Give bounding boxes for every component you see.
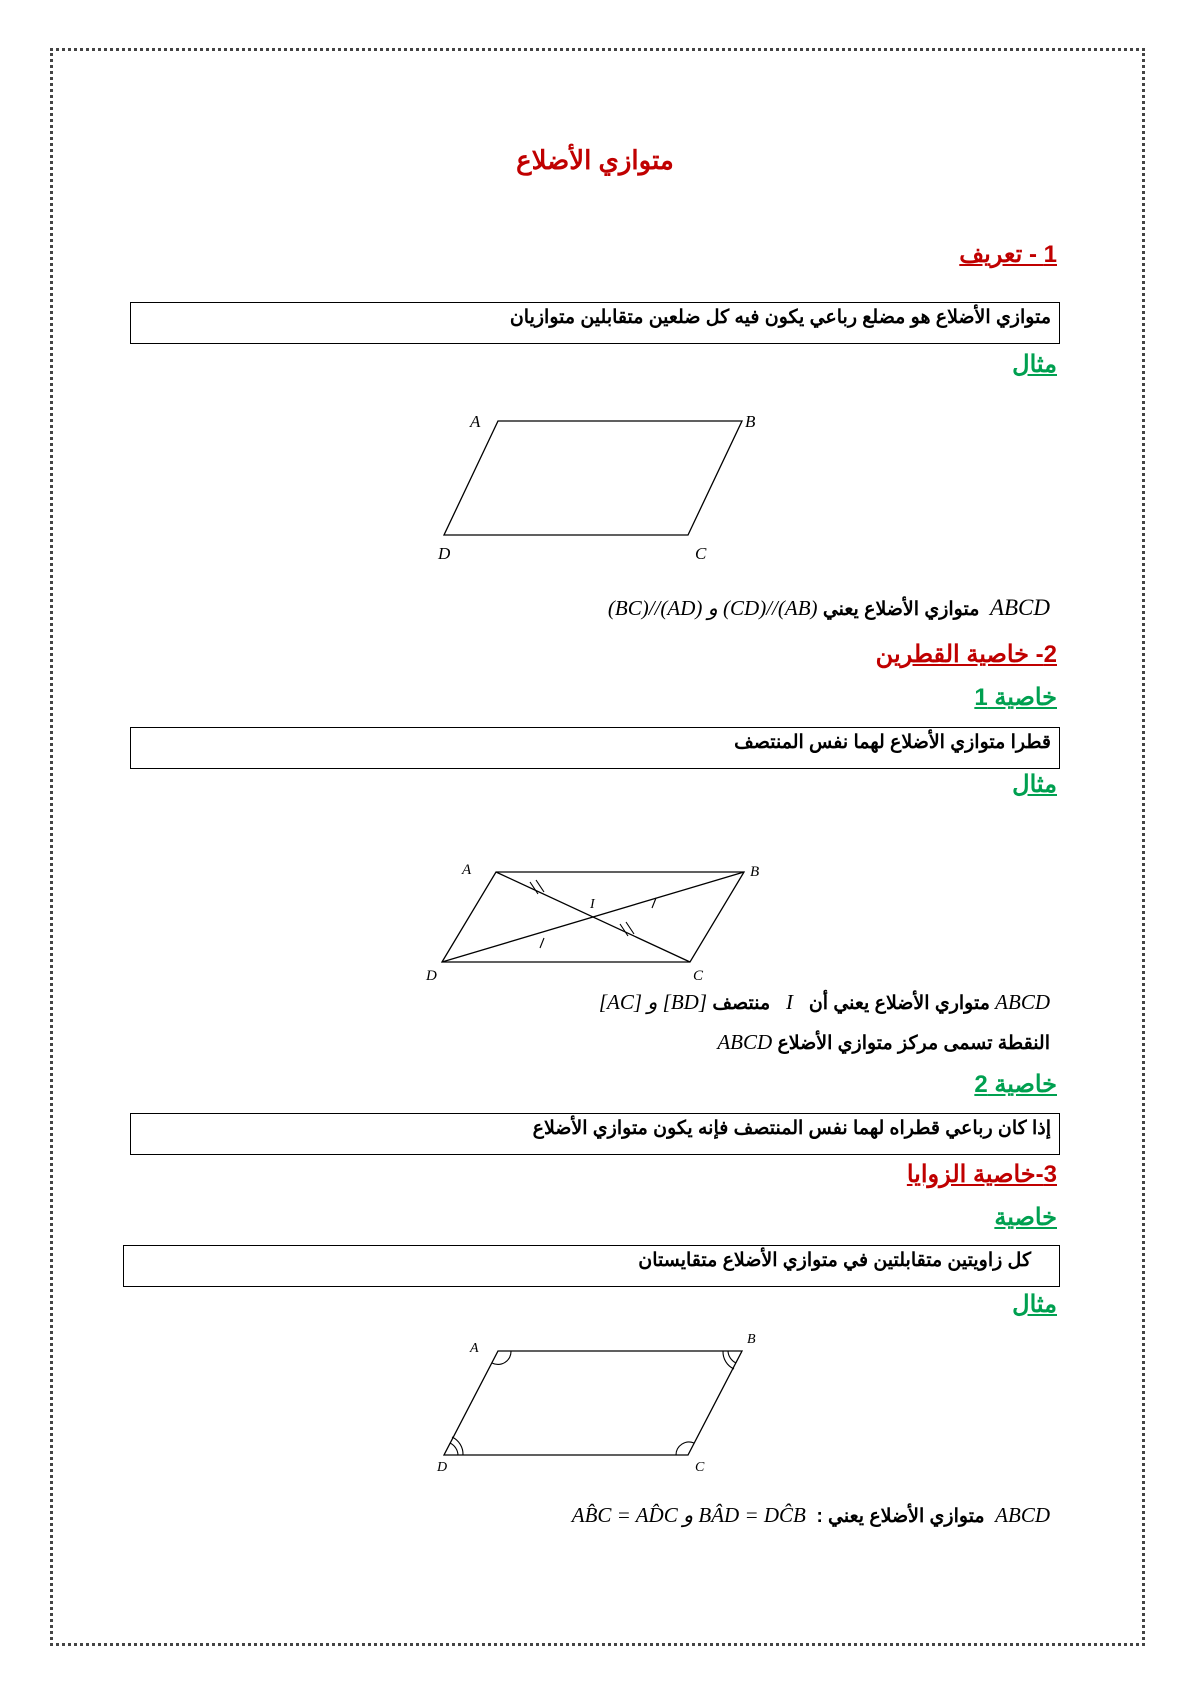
statement-text-b: منتصف	[712, 993, 771, 1014]
section3-property-text: كل زاويتين متقابلتين في متوازي الأضلاع متقايستان	[638, 1250, 1031, 1271]
math-abcd: ABCD	[995, 990, 1050, 1014]
vertex-label-a: A	[462, 862, 472, 878]
vertex-label-a: A	[470, 412, 481, 431]
section3-property-label: خاصية	[994, 1204, 1057, 1231]
parallelogram-shape	[444, 421, 742, 535]
property1-label: خاصية 1	[974, 684, 1057, 711]
angles-figure	[425, 1325, 765, 1475]
property2-label: خاصية 2	[974, 1071, 1057, 1098]
midpoint-label-i: I	[590, 897, 595, 912]
center-statement	[717, 1030, 1050, 1055]
vertex-label-b: B	[745, 412, 756, 431]
math-abcd: ABCD	[717, 1030, 773, 1054]
math-segments: [BD] و [AC]	[598, 990, 708, 1014]
vertex-label-a: A	[470, 1341, 479, 1356]
math-abcd: ABCD	[989, 595, 1050, 620]
math-angle-equalities: BÂD = DĈB و AB̂C = AD̂C	[571, 1503, 806, 1527]
vertex-label-c: C	[695, 1460, 705, 1475]
parallelogram-shape	[444, 1351, 742, 1455]
statement-text: متوازي الأضلاع يعني	[822, 599, 980, 620]
statement-text: متوازي الأضلاع يعني :	[816, 1506, 985, 1527]
section1-statement	[608, 595, 1050, 621]
section2-example-label: مثال	[1012, 771, 1057, 798]
vertex-label-c: C	[693, 968, 704, 983]
page-title: متوازي الأضلاع	[516, 145, 674, 175]
math-abcd: ABCD	[995, 1503, 1050, 1527]
vertex-label-b: B	[750, 864, 760, 880]
vertex-label-c: C	[695, 544, 707, 563]
section3-statement	[572, 1503, 1050, 1528]
definition-text: متوازي الأضلاع هو مضلع رباعي يكون فيه كل ضلعين متقابلين متوازيان	[509, 307, 1051, 328]
property1-text: قطرا متوازي الأضلاع لهما نفس المنتصف	[734, 732, 1051, 753]
section1-example-label: مثال	[1012, 351, 1057, 378]
property1-box	[130, 727, 1060, 769]
math-i: I	[785, 990, 793, 1014]
section2-statement	[599, 990, 1050, 1015]
section3-example-label: مثال	[1012, 1291, 1057, 1318]
diagonals-figure	[420, 858, 760, 983]
vertex-label-d: D	[437, 1460, 448, 1475]
definition-box	[130, 302, 1060, 344]
center-text: النقطة تسمى مركز متوازي الأضلاع	[777, 1033, 1050, 1054]
statement-text-a: متواري الأضلاع يعني أن	[808, 993, 990, 1014]
property2-box	[130, 1113, 1060, 1155]
section3-heading: 3-خاصية الزوايا	[906, 1161, 1057, 1188]
section1-heading: 1 - تعريف	[959, 241, 1057, 268]
vertex-label-d: D	[426, 968, 437, 983]
vertex-label-d: D	[438, 544, 451, 563]
vertex-label-b: B	[747, 1332, 756, 1347]
property2-text: إذا كان رباعي قطراه لهما نفس المنتصف فإنه يكون متوازي الأضلاع	[532, 1118, 1051, 1139]
section3-property-box	[123, 1245, 1060, 1287]
angle-arcs	[450, 1351, 736, 1455]
math-parallel-relation: (AB)//(CD) و (AD)//(BC)	[607, 596, 818, 620]
section2-heading: 2- خاصية القطرين	[875, 641, 1057, 668]
parallelogram-figure	[420, 405, 760, 565]
